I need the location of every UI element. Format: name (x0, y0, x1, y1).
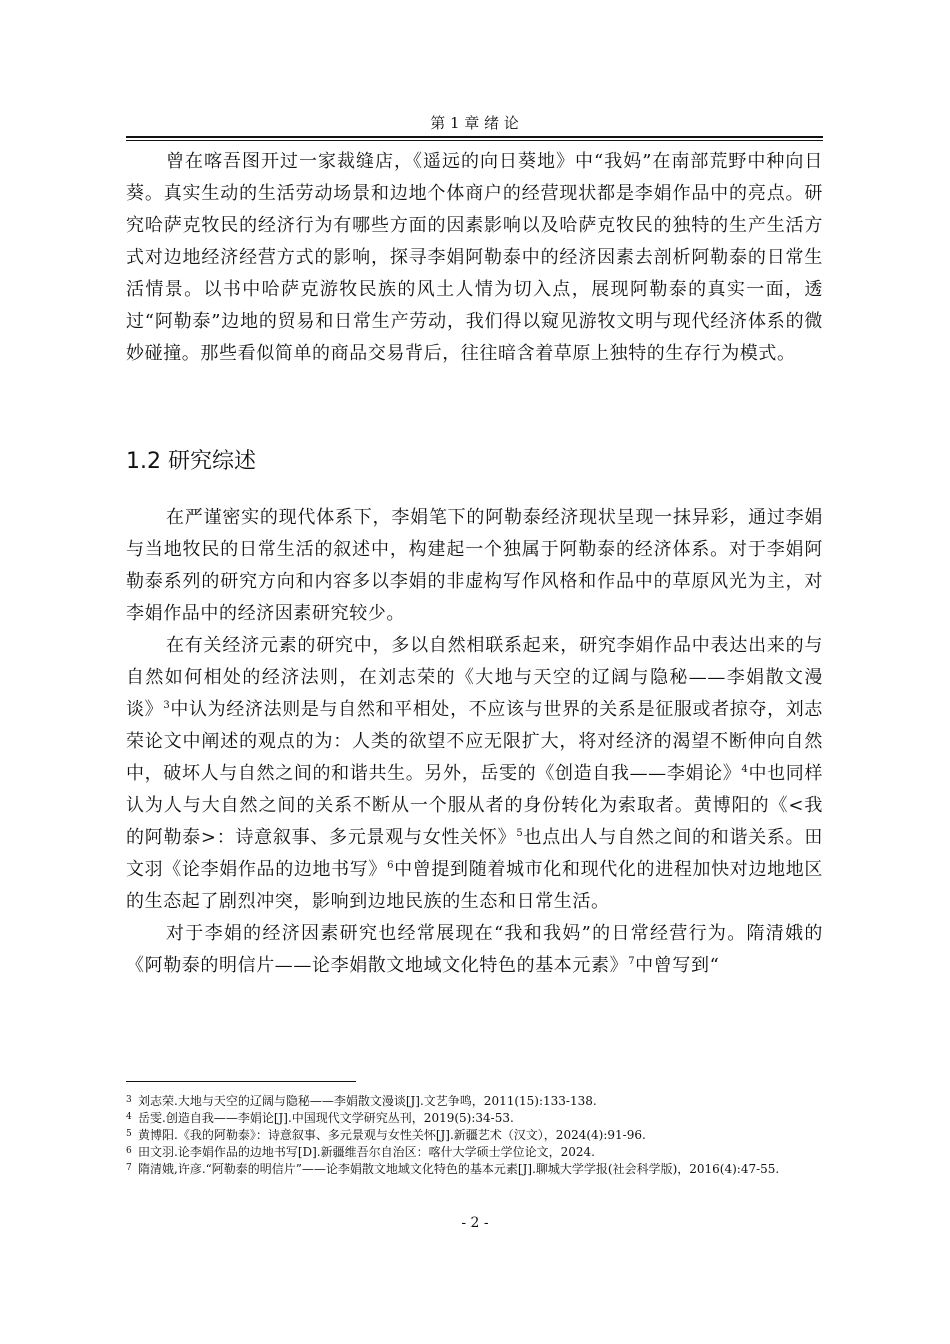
footnote-number: 6 (126, 1146, 132, 1156)
page-number: - 2 - (461, 1215, 489, 1231)
paragraph (126, 630, 823, 918)
text-run: 中认为经济法则是与自然和平相处，不应该与世界的关系是征服或者掠夺，刘志荣论文中阐述的观点的为：人类的欲望不应无限扩大，将对经济的渴望不断伸向自然中，破坏人与自然之间的和谐共生。另外，岳雯的《创造自我——李娟论》 (126, 699, 824, 784)
paragraph: 曾在喀吾图开过一家裁缝店，《遥远的向日葵地》中“我妈”在南部荒野中种向日葵。真实生动的生活劳动场景和边地个体商户的经营现状都是李娟作品中的亮点。研究哈萨克牧民的经济行为有哪些方面的因素影响以及哈萨克牧民的独特的生产生活方式对边地经济经营方式的影响，探寻李娟阿勒泰中的经济因素去剖析阿勒泰的日常生活情景。以书中哈萨克游牧民族的风土人情为切入点，展现阿勒泰的真实一面，透过“阿勒泰”边地的贸易和日常生产劳动，我们得以窥见游牧文明与现代经济体系的微妙碰撞。那些看似简单的商品交易背后，往往暗含着草原上独特的生存行为模式。 (126, 151, 823, 364)
footnote-text: 隋清娥,许彦.“阿勒泰的明信片”——论李娟散文地域文化特色的基本元素[J].聊城大学学报(社会科学版)，2016(4):47-55. (138, 1162, 780, 1176)
footnote-ref[interactable]: 4 (741, 764, 749, 775)
text-run: 也点出人与自然之间的和谐关系。田文羽《论李娟作品的边地书写》 (126, 827, 823, 880)
footnote-ref[interactable]: 3 (163, 700, 171, 711)
text-run: 中曾写到“ (635, 955, 720, 976)
footnote-number: 3 (126, 1095, 132, 1105)
paragraph (126, 918, 823, 982)
running-header: 第 1 章 绪 论 (430, 114, 519, 132)
footnote-text: 刘志荣.大地与天空的辽阔与隐秘——李娟散文漫谈[J].文艺争鸣，2011(15):133-138. (138, 1094, 597, 1108)
footnotes (126, 1093, 823, 1178)
text-run: 中也同样认为人与大自然之间的关系不断从一个服从者的身份转化为索取者。黄博阳的《<我的阿勒泰>：诗意叙事、多元景观与女性关怀》 (126, 763, 823, 848)
footnote (126, 1161, 823, 1178)
footnote-number: 7 (126, 1163, 132, 1173)
footnote-text: 黄博阳.《我的阿勒泰》：诗意叙事、多元景观与女性关怀[J].新疆艺术（汉文），2024(4):91-96. (138, 1128, 646, 1142)
footnote-ref[interactable]: 5 (516, 828, 524, 839)
footnote-number: 4 (126, 1112, 132, 1122)
text-run: 对于李娟的经济因素研究也经常展现在“我和我妈”的日常经营行为。隋清娥的《阿勒泰的明信片——论李娟散文地域文化特色的基本元素》 (126, 923, 823, 976)
footnote-text: 岳雯.创造自我——李娟论[J].中国现代文学研究丛刊，2019(5):34-53. (138, 1111, 514, 1125)
footnote-ref[interactable]: 6 (387, 860, 395, 871)
footnote (126, 1093, 823, 1110)
footnote-number: 5 (126, 1129, 132, 1139)
header-rule (126, 136, 823, 141)
section-heading: 1.2 研究综述 (126, 449, 256, 474)
footnote (126, 1144, 823, 1161)
section1-paragraph-block (126, 146, 823, 370)
text-run: 在有关经济元素的研究中，多以自然相联系起来，研究李娟作品中表达出来的与自然如何相处的经济法则，在刘志荣的《大地与天空的辽阔与隐秘——李娟散文漫谈》 (126, 635, 823, 720)
text-run: 中曾提到随着城市化和现代化的进程加快对边地地区的生态起了剧烈冲突，影响到边地民族的生态和日常生活。 (126, 859, 823, 912)
footnote-rule (126, 1081, 356, 1082)
footnote (126, 1127, 823, 1144)
paragraph: 在严谨密实的现代体系下，李娟笔下的阿勒泰经济现状呈现一抹异彩，通过李娟与当地牧民的日常生活的叙述中，构建起一个独属于阿勒泰的经济体系。对于李娟阿勒泰系列的研究方向和内容多以李娟的非虚构写作风格和作品中的草原风光为主，对李娟作品中的经济因素研究较少。 (126, 507, 823, 624)
footnote (126, 1110, 823, 1127)
footnote-ref[interactable]: 7 (628, 956, 636, 967)
footnote-text: 田文羽.论李娟作品的边地书写[D].新疆维吾尔自治区：喀什大学硕士学位论文，2024. (138, 1145, 595, 1159)
section2-body (126, 502, 823, 982)
